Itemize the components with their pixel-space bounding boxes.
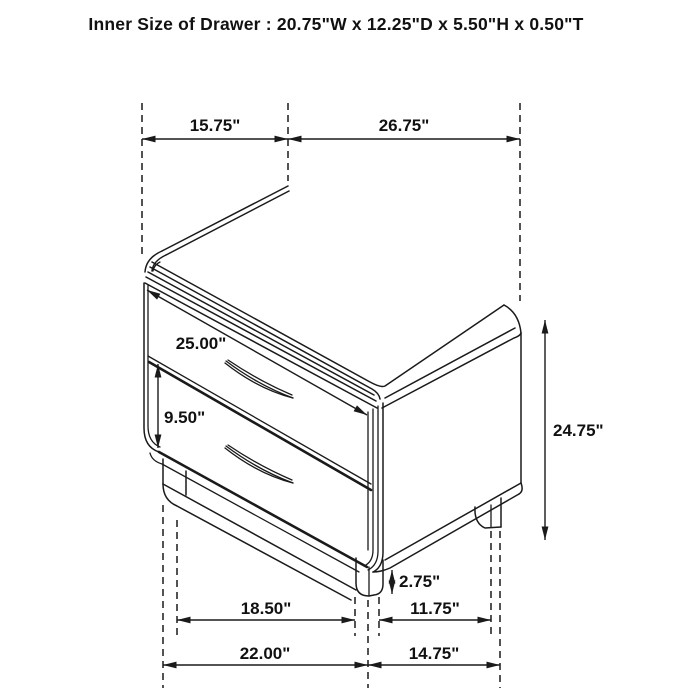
dim-label-base-front-inner: 18.50" [240, 599, 292, 618]
top-slab [145, 186, 521, 408]
dim-label-top-depth: 15.75" [189, 116, 241, 135]
dim-label-front-width: 25.00" [175, 334, 227, 353]
dimension-annotations [142, 116, 604, 665]
dim-label-foot-height: 2.75" [399, 572, 441, 591]
dim-label-top-width: 26.75" [378, 116, 430, 135]
dim-label-base-front-outer: 22.00" [239, 644, 291, 663]
drawer-handle-bottom [225, 445, 293, 483]
nightstand-drawing [144, 186, 522, 600]
dim-label-overall-height: 24.75" [553, 421, 604, 440]
dim-label-drawer-height: 9.50" [164, 408, 206, 427]
page-title: Inner Size of Drawer : 20.75"W x 12.25"D x 5.50"H x 0.50"T [88, 14, 584, 34]
extension-lines [142, 103, 520, 688]
dim-label-base-side-outer: 14.75" [408, 644, 460, 663]
drawer-handle-top [225, 360, 293, 398]
dim-label-base-side-inner: 11.75" [410, 599, 460, 618]
cabinet-body [144, 283, 522, 572]
